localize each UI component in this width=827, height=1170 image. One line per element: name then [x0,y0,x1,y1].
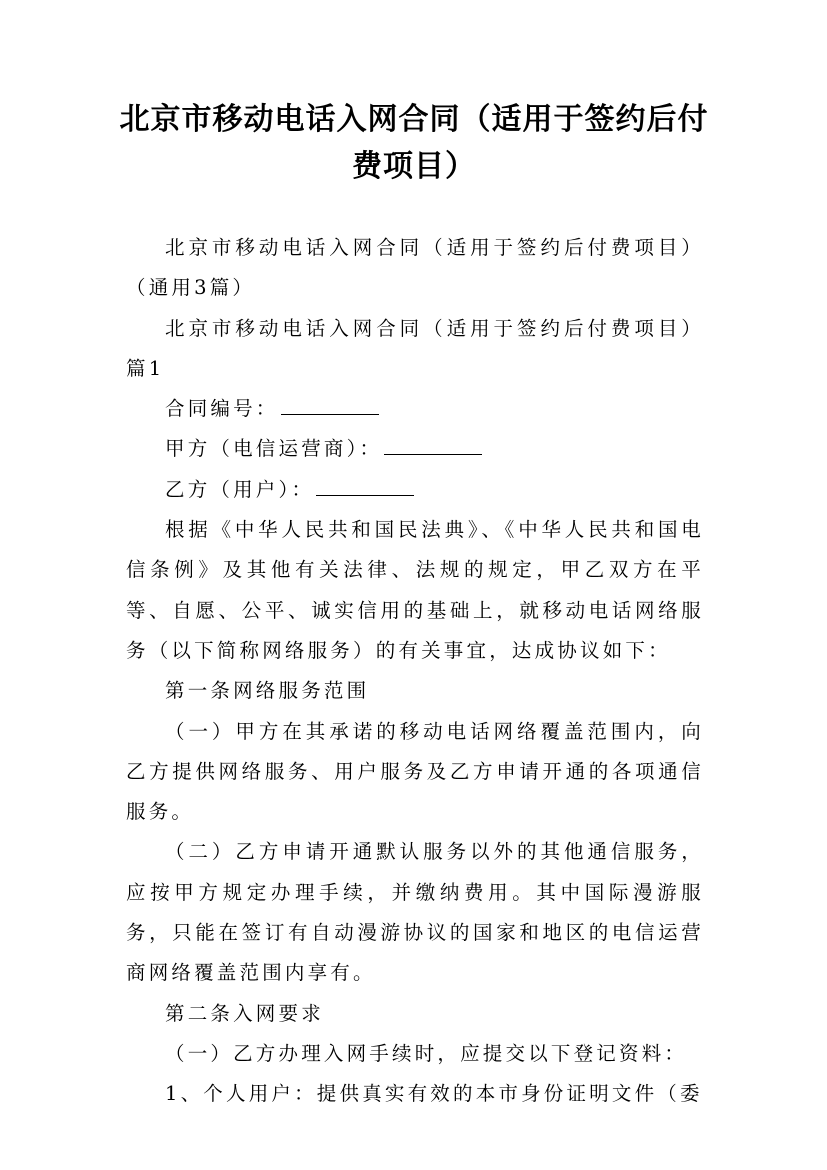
contract-number-label: 合同编号： [165,397,279,421]
document-body [126,228,704,1115]
paragraph-basis: 根据《中华人民共和国民法典》、《中华人民共和国电信条例》及其他有关法律、法规的规定，甲乙双方在平等、自愿、公平、诚实信用的基础上，就移动电话网络服务（以下简称网络服务）的有关事宜，达成协议如下： [126,518,704,662]
party-b-line [126,470,704,510]
article-2-item-1-1: 1、个人用户：提供真实有效的本市身份证明文件（委 [165,1082,703,1106]
party-b-label: 乙方（用户）： [165,477,315,501]
article-2-item-1: （一）乙方办理入网手续时，应提交以下登记资料： [165,1041,688,1065]
party-b-blank [316,494,414,496]
paragraph-intro: 北京市移动电话入网合同（适用于签约后付费项目）（通用3篇） [126,236,704,300]
party-a-blank [384,453,482,455]
document-title: 北京市移动电话入网合同（适用于签约后付费项目） [119,102,709,184]
article-1-heading: 第一条网络服务范围 [165,679,370,703]
article-2-heading: 第二条入网要求 [165,1001,324,1025]
contract-number-blank [281,413,379,415]
contract-number-line [126,389,704,429]
party-a-line [126,429,704,469]
article-1-item-2: （二）乙方申请开通默认服务以外的其他通信服务，应按甲方规定办理手续，并缴纳费用。其中国际漫游服务，只能在签订有自动漫游协议的国家和地区的电信运营商网络覆盖范围内享有。 [126,840,704,985]
paragraph-section-heading: 北京市移动电话入网合同（适用于签约后付费项目）篇1 [126,316,704,380]
party-a-label: 甲方（电信运营商）： [165,437,383,461]
article-1-item-1: （一）甲方在其承诺的移动电话网络覆盖范围内，向乙方提供网络服务、用户服务及乙方申请开通的各项通信服务。 [126,719,704,824]
